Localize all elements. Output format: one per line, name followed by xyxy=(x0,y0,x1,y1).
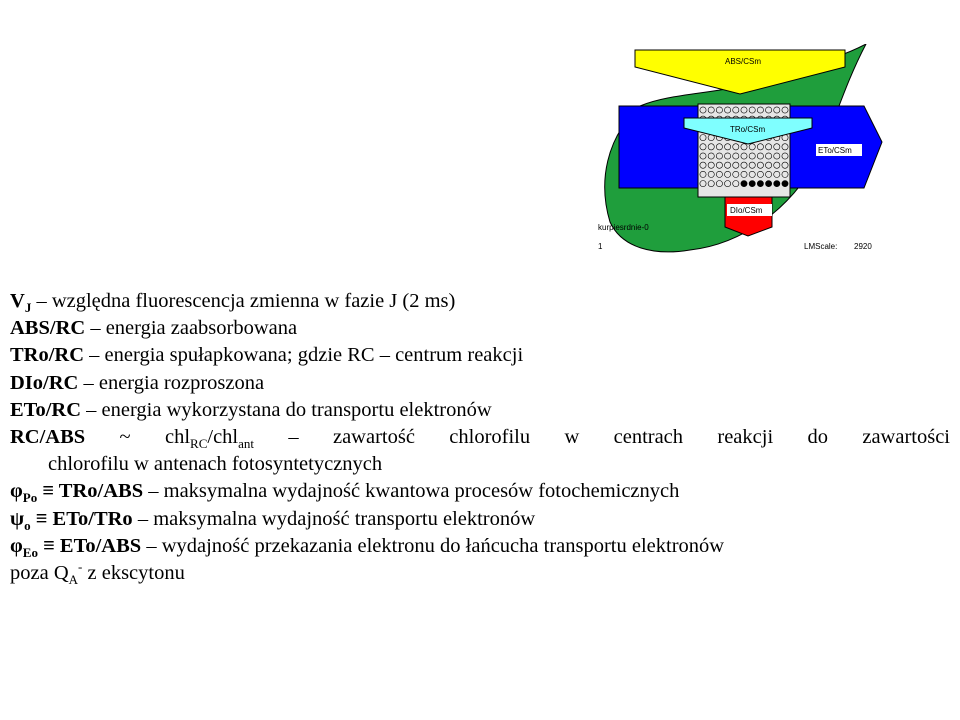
closed-reaction-centre xyxy=(749,181,755,187)
term-vj-sub: J xyxy=(24,300,32,315)
symbol-phi-eo-sub: Eo xyxy=(22,544,38,560)
definition-eto-rc xyxy=(10,397,950,424)
definition-phi-po-text: – maksymalna wydajność kwantowa procesów fotochemicznych xyxy=(143,480,680,503)
definition-psi-o xyxy=(10,506,950,533)
parameter-definitions xyxy=(10,288,950,587)
term-phi-po: ≡ TRo/ABS xyxy=(37,480,144,503)
definition-abs-rc-text: – energia zaabsorbowana xyxy=(85,317,298,340)
dio-label: DIo/CSm xyxy=(730,206,763,215)
continuation-poza-q: poza Q xyxy=(10,562,69,585)
continuation-ekscyton: z ekscytonu xyxy=(82,562,185,585)
subscript-ant: ant xyxy=(238,436,255,452)
eto-label: ETo/CSm xyxy=(818,146,852,155)
superscript-minus: - xyxy=(78,559,83,575)
term-rc-abs: RC/ABS xyxy=(10,426,86,449)
definition-tro-rc-text: – energia spułapkowana; gdzie RC – centrum reakcji xyxy=(84,344,524,367)
tro-label: TRo/CSm xyxy=(730,125,766,134)
closed-reaction-centre xyxy=(766,181,772,187)
term-psi-o: ≡ ETo/TRo xyxy=(30,507,133,530)
term-abs-rc: ABS/RC xyxy=(10,317,86,340)
term-vj: V xyxy=(10,290,25,312)
definition-phi-eo xyxy=(10,533,950,560)
definition-rc-abs-text: – zawartość chlorofilu w centrach reakcji do zawartości xyxy=(254,426,950,449)
closed-reaction-centre xyxy=(757,181,763,187)
term-dio-rc: DIo/RC xyxy=(10,371,79,394)
index-label: 1 xyxy=(598,242,603,251)
closed-reaction-centre xyxy=(774,181,780,187)
definition-phi-po xyxy=(10,478,950,505)
definition-vj xyxy=(10,288,950,315)
symbol-phi-po-sub: Po xyxy=(22,490,38,506)
symbol-phi-po: φ xyxy=(10,480,23,503)
term-tro-rc: TRo/RC xyxy=(10,344,85,367)
definition-rc-abs-chl: ~ chl xyxy=(85,426,191,449)
definition-dio-rc xyxy=(10,370,950,397)
closed-reaction-centre xyxy=(782,181,788,187)
definition-dio-rc-text: – energia rozproszona xyxy=(78,371,265,394)
definition-phi-eo-continued xyxy=(10,560,950,587)
definition-phi-eo-text: – wydajność przekazania elektronu do łańcucha transportu elektronów xyxy=(141,534,725,557)
closed-reaction-centre xyxy=(741,181,747,187)
sample-label: kurpiesrdnie-0 xyxy=(598,223,649,232)
definition-abs-rc xyxy=(10,315,950,342)
definition-rc-abs-continued: chlorofilu w antenach fotosyntetycznych xyxy=(48,453,383,476)
definition-vj-text: – względna fluorescencja zmienna w fazie J (2 ms) xyxy=(31,290,456,312)
dio-arrow-icon xyxy=(725,197,772,236)
symbol-psi-o: ψ xyxy=(10,507,25,530)
definition-rc-abs-chl2: /chl xyxy=(207,426,239,449)
subscript-rc: RC xyxy=(190,436,208,452)
symbol-phi-eo: φ xyxy=(10,534,23,557)
definition-eto-rc-text: – energia wykorzystana do transportu elektronów xyxy=(81,398,492,421)
subscript-a: A xyxy=(68,572,79,588)
scale-value: 2920 xyxy=(854,242,872,251)
term-eto-rc: ETo/RC xyxy=(10,398,82,421)
term-phi-eo: ≡ ETo/ABS xyxy=(37,534,142,557)
definition-tro-rc xyxy=(10,342,950,369)
definition-rc-abs xyxy=(10,424,950,451)
energy-flux-leaf-model xyxy=(592,44,892,264)
abs-label: ABS/CSm xyxy=(725,57,762,66)
scale-label: LMScale: xyxy=(804,242,838,251)
definition-psi-o-text: – maksymalna wydajność transportu elektronów xyxy=(132,507,536,530)
symbol-psi-o-sub: o xyxy=(24,517,31,533)
